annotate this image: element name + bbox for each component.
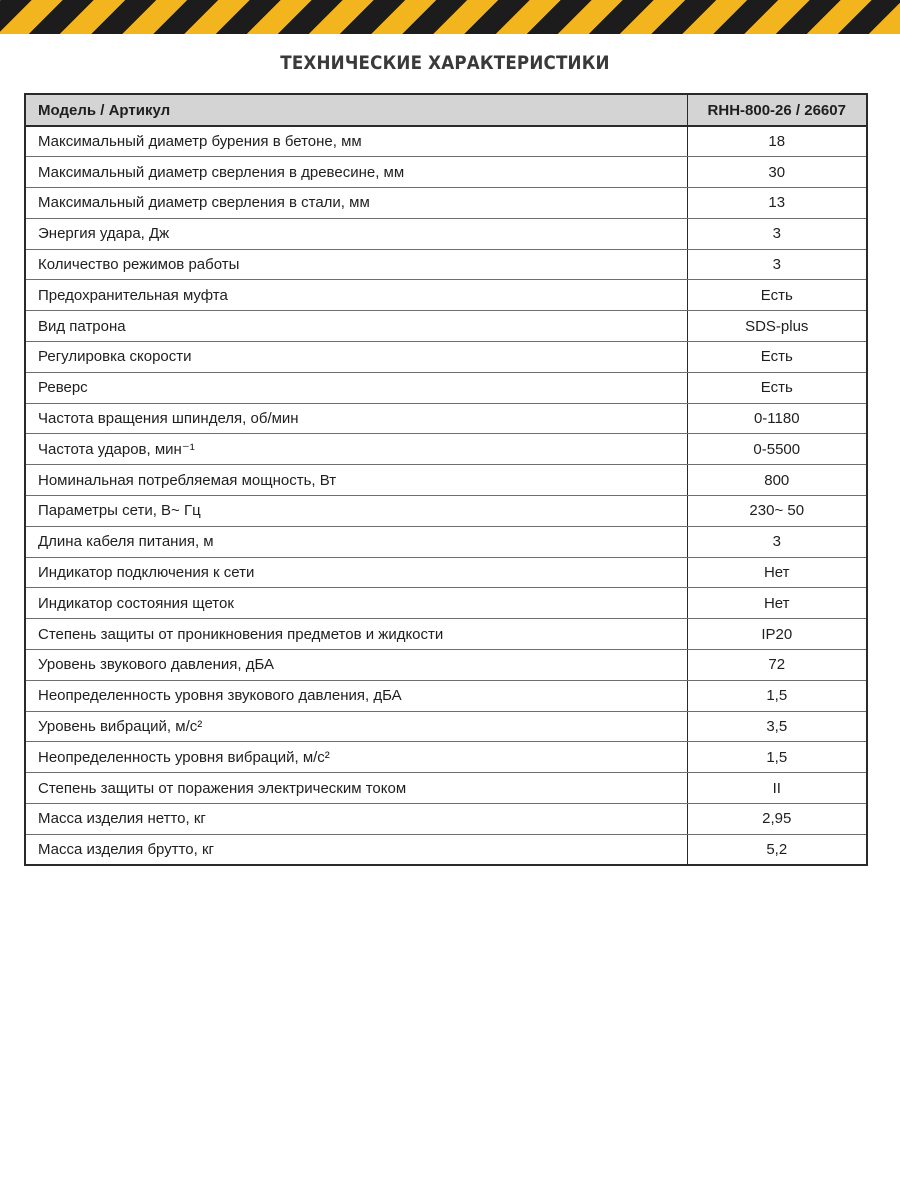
spec-value-cell: 1,5 [687,742,867,773]
table-row [25,650,867,681]
page-title: ТЕХНИЧЕСКИЕ ХАРАКТЕРИСТИКИ [280,52,610,74]
table-row [25,619,867,650]
spec-name-cell: Максимальный диаметр бурения в бетоне, мм [25,126,687,157]
spec-value-cell: 800 [687,465,867,496]
spec-name-cell: Уровень звукового давления, дБА [25,650,687,681]
table-row [25,834,867,865]
spec-value-cell: IP20 [687,619,867,650]
spec-value-cell: II [687,773,867,804]
spec-name-cell: Предохранительная муфта [25,280,687,311]
spec-name-cell: Индикатор подключения к сети [25,557,687,588]
table-row [25,526,867,557]
table-row [25,680,867,711]
spec-name-cell: Уровень вибраций, м/с² [25,711,687,742]
spec-value-cell: 1,5 [687,680,867,711]
spec-value-cell: 0-1180 [687,403,867,434]
table-row [25,465,867,496]
spec-value-cell: 230~ 50 [687,496,867,527]
spec-name-cell: Максимальный диаметр сверления в стали, мм [25,188,687,219]
table-row [25,804,867,835]
spec-name-cell: Масса изделия брутто, кг [25,834,687,865]
spec-value-cell: 3,5 [687,711,867,742]
spec-name-cell: Степень защиты от проникновения предметов и жидкости [25,619,687,650]
table-row [25,557,867,588]
spec-value-cell: SDS-plus [687,311,867,342]
spec-value-cell: 13 [687,188,867,219]
spec-name-cell: Частота ударов, мин⁻¹ [25,434,687,465]
table-header-row [25,94,867,126]
spec-name-cell: Неопределенность уровня звукового давления, дБА [25,680,687,711]
table-row [25,372,867,403]
table-row [25,434,867,465]
spec-name-cell: Реверс [25,372,687,403]
table-row [25,773,867,804]
table-row [25,588,867,619]
header-value-cell: RHH-800-26 / 26607 [687,94,867,126]
table-row [25,126,867,157]
spec-name-cell: Неопределенность уровня вибраций, м/с² [25,742,687,773]
spec-table [24,93,868,866]
spec-name-cell: Степень защиты от поражения электрическим током [25,773,687,804]
spec-value-cell: 3 [687,249,867,280]
spec-value-cell: 30 [687,157,867,188]
spec-name-cell: Регулировка скорости [25,342,687,373]
spec-value-cell: 3 [687,218,867,249]
spec-value-cell: Нет [687,557,867,588]
table-row [25,496,867,527]
spec-value-cell: 0-5500 [687,434,867,465]
spec-name-cell: Параметры сети, В~ Гц [25,496,687,527]
spec-value-cell: 72 [687,650,867,681]
table-row [25,711,867,742]
spec-name-cell: Частота вращения шпинделя, об/мин [25,403,687,434]
table-row [25,188,867,219]
spec-name-cell: Количество режимов работы [25,249,687,280]
table-row [25,218,867,249]
spec-value-cell: Есть [687,342,867,373]
table-row [25,249,867,280]
spec-value-cell: Есть [687,280,867,311]
spec-name-cell: Максимальный диаметр сверления в древесине, мм [25,157,687,188]
table-row [25,403,867,434]
spec-value-cell: 5,2 [766,840,788,858]
table-row [25,157,867,188]
table-row [25,742,867,773]
spec-value-cell: Есть [687,372,867,403]
table-row [25,311,867,342]
table-row [25,280,867,311]
spec-name-cell: Длина кабеля питания, м [25,526,687,557]
spec-name-cell: Вид патрона [25,311,687,342]
spec-value-cell: 2,95 [687,804,867,835]
spec-value-cell: 3 [687,526,867,557]
header-name-cell: Модель / Артикул [25,94,687,126]
hazard-stripe-banner [0,0,900,34]
spec-value-cell: 18 [687,126,867,157]
spec-value-cell: Нет [687,588,867,619]
table-row [25,342,867,373]
spec-name-cell: Индикатор состояния щеток [25,588,687,619]
spec-name-cell: Номинальная потребляемая мощность, Вт [25,465,687,496]
spec-name-cell: Энергия удара, Дж [25,218,687,249]
spec-name-cell: Масса изделия нетто, кг [25,804,687,835]
